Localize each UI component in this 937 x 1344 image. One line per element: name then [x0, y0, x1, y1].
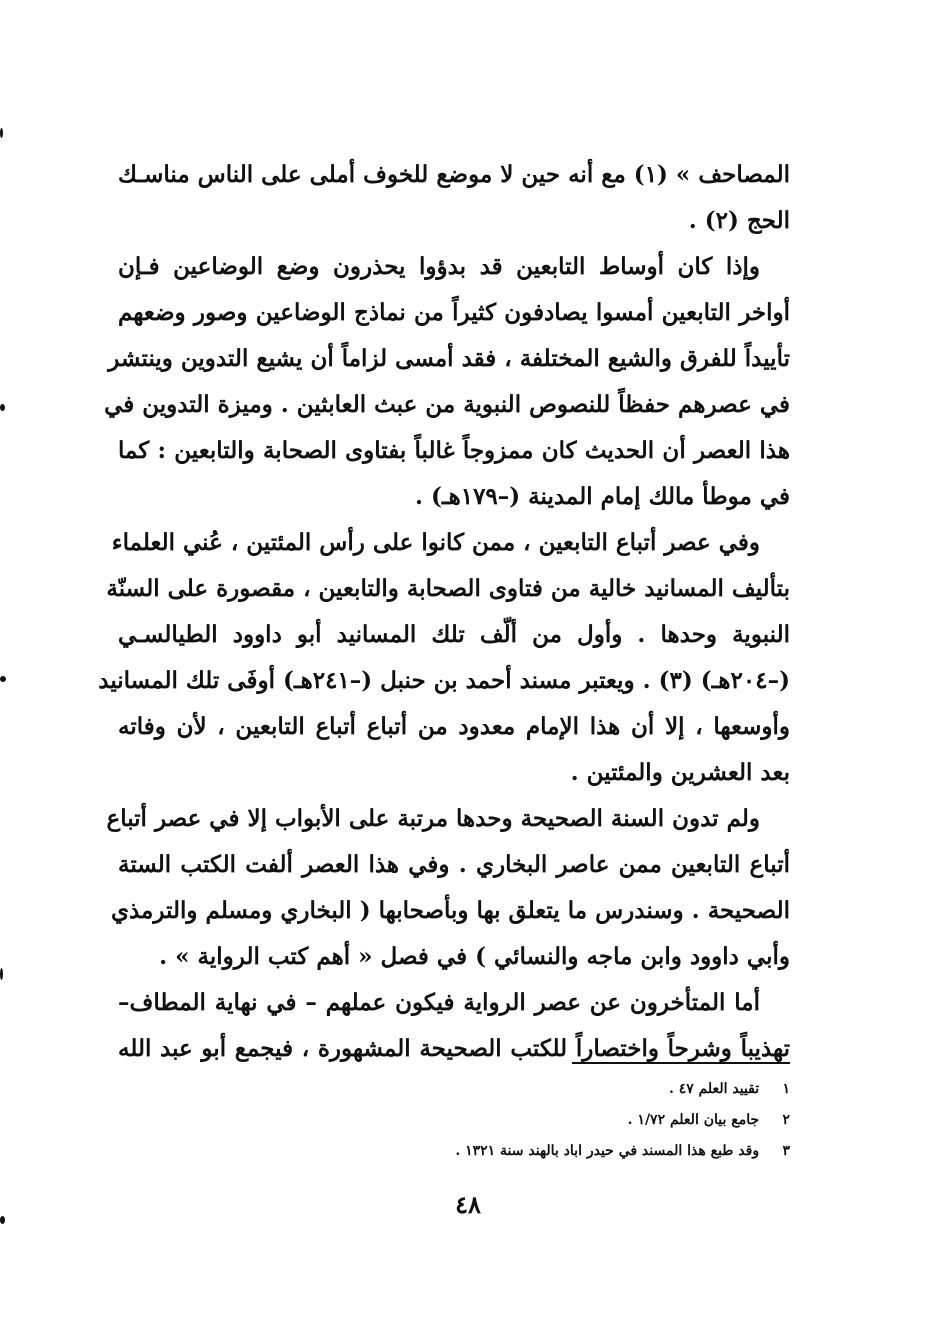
scan-mark: [0, 676, 6, 682]
text-line: الصحيحة . وسندرس ما يتعلق بها وبأصحابها ( البخاري ومسلم والترمذي: [110, 897, 790, 924]
text-line: أواخر التابعين أمسوا يصادفون كثيراً من نماذج الوضاعين وصور وضعهم: [118, 299, 790, 326]
text-line: المصاحف » (١) مع أنه حين لا موضع للخوف أملى على الناس مناسـك: [118, 161, 790, 188]
footnotes: [330, 1074, 790, 1167]
scan-mark: [0, 404, 5, 411]
text-line: في عصرهم حفظاً للنصوص النبوية من عبث العابثين . وميزة التدوين في: [104, 391, 790, 418]
text-line: تهذيباً وشرحاً واختصاراً للكتب الصحيحة المشهورة ، فيجمع أبو عبد الله: [118, 1035, 790, 1062]
text-line: بتأليف المسانيد خالية من فتاوى الصحابة والتابعين ، مقصورة على السنّة: [106, 575, 790, 602]
text-line: تأييداً للفرق والشيع المختلفة ، فقد أمسى لزاماً أن يشيع التدوين وينتشر: [108, 345, 790, 372]
footnote-number: ٢: [782, 1112, 790, 1128]
scan-mark: [0, 128, 3, 138]
text-line: بعد العشرين والمئتين .: [570, 759, 790, 786]
footnote-item: [330, 1074, 790, 1105]
page-number: ٤٨: [455, 1190, 481, 1219]
text-line: أتباع التابعين ممن عاصر البخاري . وفي هذا العصر ألفت الكتب الستة: [118, 851, 790, 878]
footnote-text: تقييد العلم ٤٧ .: [668, 1081, 760, 1097]
footnote-item: [330, 1136, 790, 1167]
text-line: وإذا كان أوساط التابعين قد بدؤوا يحذرون وضع الوضاعين فـإن: [118, 253, 760, 280]
footnote-text: جامع بيان العلم ١/٧٢ .: [627, 1112, 760, 1128]
text-line: هذا العصر أن الحديث كان ممزوجاً غالباً بفتاوى الصحابة والتابعين : كما: [118, 437, 790, 464]
body-text: [98, 152, 790, 1072]
footnote-text: وقد طبع هذا المسند في حيدر اباد بالهند سنة ١٣٢١ .: [455, 1143, 760, 1159]
footnote-number: ٣: [782, 1143, 790, 1159]
text-line: النبوية وحدها . وأول من ألّف تلك المسانيد أبو داوود الطيالسـي: [118, 621, 790, 648]
text-line: ولم تدون السنة الصحيحة وحدها مرتبة على الأبواب إلا في عصر أتباع: [106, 805, 760, 832]
text-line: (–٢٠٤هـ) (٣) . ويعتبر مسند أحمد بن حنبل (–٢٤١هـ) أوفَى تلك المسانيد: [98, 667, 790, 694]
text-line: وأوسعها ، إلا أن هذا الإمام معدود من أتباع أتباع التابعين ، لأن وفاته: [118, 713, 790, 740]
footnote-item: [330, 1105, 790, 1136]
scan-mark: [0, 968, 3, 980]
text-line: وفي عصر أتباع التابعين ، ممن كانوا على رأس المئتين ، عُني العلماء: [111, 529, 760, 556]
text-line: الحج (٢) .: [688, 207, 790, 234]
text-line: في موطأ مالك إمام المدينة (–١٧٩هـ) .: [414, 483, 790, 510]
scan-mark: [0, 1216, 5, 1224]
footnote-divider: [572, 1062, 790, 1064]
footnote-number: ١: [782, 1081, 790, 1097]
text-line: وأبي داوود وابن ماجه والنسائي ) في فصل « أهم كتب الرواية » .: [159, 943, 790, 970]
text-line: أما المتأخرون عن عصر الرواية فيكون عملهم – في نهاية المطاف–: [118, 989, 760, 1016]
